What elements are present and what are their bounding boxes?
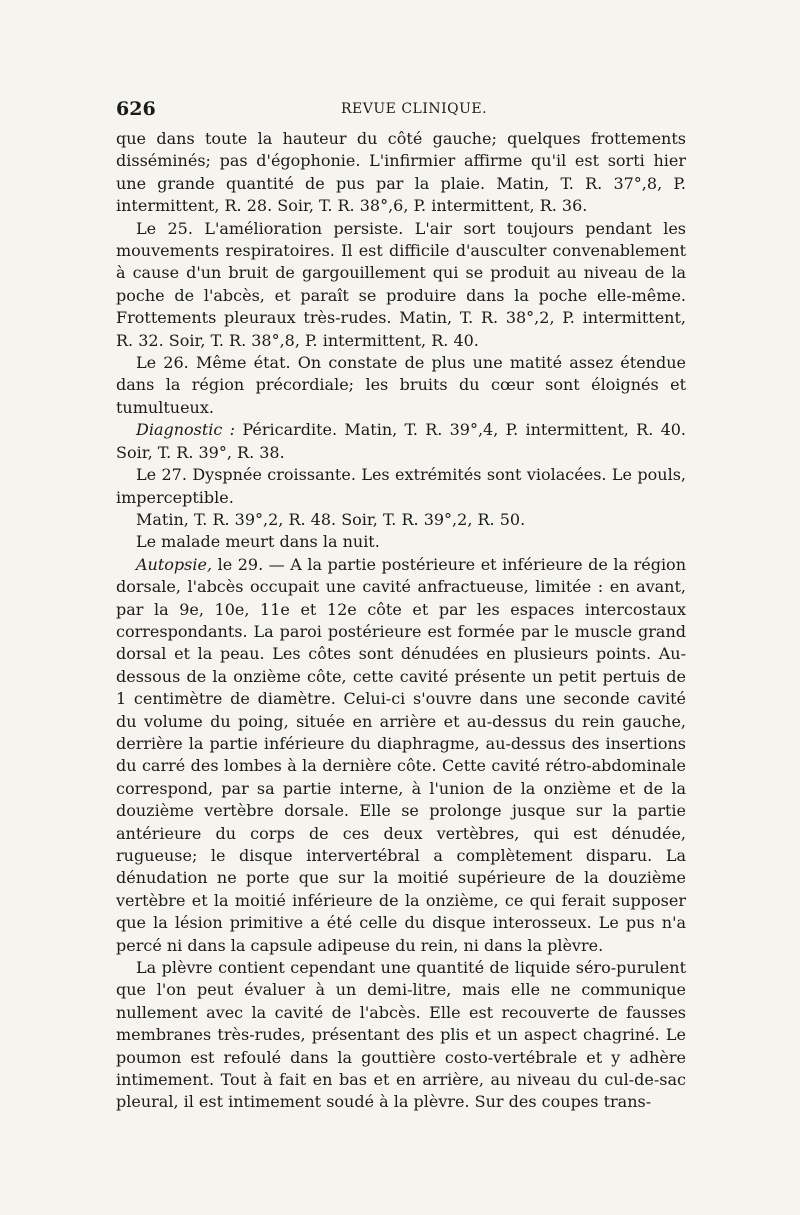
- paragraph: [116, 464, 686, 509]
- page-number: 626: [116, 98, 156, 120]
- paragraph-text: Le 26. Même état. On constate de plus une matité assez étendue dans la région précordiale; les bruits du cœur sont éloignés et tumultueux.: [116, 353, 686, 417]
- paragraph-text: que dans toute la hauteur du côté gauche; quelques frottements disséminés; pas d'égophonie. L'infirmier affirme qu'il est sorti hier une grande quantité de pus par la plaie. Matin, T. R. 37°,8, P. intermittent, R. 28. Soir, T. R. 38°,6, P. intermittent, R. 36.: [116, 129, 686, 216]
- paragraph: [116, 419, 686, 464]
- running-title: REVUE CLINIQUE.: [341, 101, 488, 117]
- paragraph-intro: Autopsie,: [136, 554, 213, 574]
- paragraph-text: Péricardite. Matin, T. R. 39°,4, P. intermittent, R. 40. Soir, T. R. 39°, R. 38.: [116, 420, 687, 462]
- paragraph: [116, 218, 686, 352]
- paragraph: [116, 128, 686, 218]
- paragraph: [116, 531, 686, 553]
- paragraph-text: Le 27. Dyspnée croissante. Les extrémités sont violacées. Le pouls, imperceptible.: [116, 465, 686, 507]
- paragraph-text: le 29. — A la partie postérieure et inférieure de la région dorsale, l'abcès occupait une cavité anfractueuse, limitée : en avant, par la 9e, 10e, 11e et 12e côte et par les espaces intercostaux correspondants. La paroi postérieure est formée par le muscle grand dorsal et la peau. Les côtes sont dénudées en plusieurs points. Au-dessous de la onzième côte, cette cavité présente un petit pertuis de 1 centimètre de diamètre. Celui-ci s'ouvre dans une seconde cavité du volume du poing, située en arrière et au-dessus du rein gauche, derrière la partie inférieure du diaphragme, au-dessus des insertions du carré des lombes à la dernière côte. Cette cavité rétro-abdominale correspond, par sa partie interne, à l'union de la onzième et de la douzième vertèbre dorsale. Elle se prolonge jusque sur la partie antérieure du corps de ces deux vertèbres, qui est dénudée, rugueuse; le disque intervertébral a complètement disparu. La dénudation ne porte que sur la moitié supérieure de la douzième vertèbre et la moitié inférieure de la onzième, ce qui ferait supposer que la lésion primitive a été celle du disque interosseux. Le pus n'a percé ni dans la capsule adipeuse du rein, ni dans la plèvre.: [116, 554, 686, 955]
- paragraph-text: Le 25. L'amélioration persiste. L'air sort toujours pendant les mouvements respiratoires. Il est difficile d'ausculter convenablement à cause d'un bruit de gargouillement qui se produit au niveau de la poche de l'abcès, et paraît se produire dans la poche elle-même. Frottements pleuraux très-rudes. Matin, T. R. 38°,2, P. intermittent, R. 32. Soir, T. R. 38°,8, P. intermittent, R. 40.: [116, 218, 686, 350]
- paragraph: [116, 554, 686, 957]
- paragraph-text: La plèvre contient cependant une quantité de liquide séro-purulent que l'on peut évaluer à un demi-litre, mais elle ne communique nullement avec la cavité de l'abcès. Elle est recouverte de fausses membranes très-rudes, présentant des plis et un aspect chagriné. Le poumon est refoulé dans la gouttière costo-vertébrale et y adhère intimement. Tout à fait en bas et en arrière, au niveau du cul-de-sac pleural, il est intimement soudé à la plèvre. Sur des coupes trans-: [116, 958, 686, 1112]
- page-header: [116, 98, 686, 122]
- paragraph: [116, 352, 686, 419]
- paragraph-text: Matin, T. R. 39°,2, R. 48. Soir, T. R. 39°,2, R. 50.: [136, 509, 526, 529]
- paragraph-text: Le malade meurt dans la nuit.: [136, 532, 380, 552]
- paragraph-intro: Diagnostic :: [136, 420, 236, 440]
- paragraph: [116, 957, 686, 1114]
- body-text: [116, 128, 686, 1114]
- paragraph: [116, 509, 686, 531]
